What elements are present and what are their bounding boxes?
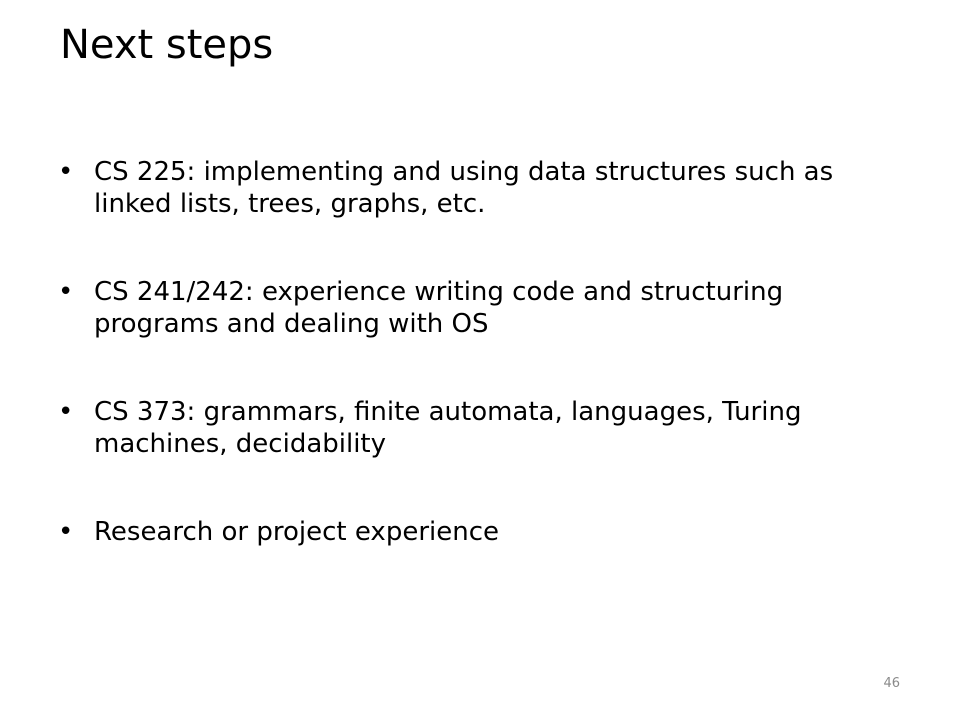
bullet-item [58, 516, 908, 548]
slide-number: 46 [883, 676, 900, 691]
bullet-item [58, 396, 908, 460]
bullet-text: Research or project experience [94, 517, 499, 547]
bullet-marker: • [58, 157, 74, 187]
bullet-text: CS 373: grammars, finite automata, languages, Turing machines, decidability [94, 397, 802, 459]
bullet-marker: • [58, 397, 74, 427]
bullet-item [58, 276, 908, 340]
bullet-text: CS 241/242: experience writing code and structuring programs and dealing with OS [94, 277, 784, 339]
slide-title: Next steps [60, 22, 274, 68]
bullet-text: CS 225: implementing and using data structures such as linked lists, trees, graphs, etc. [94, 157, 834, 219]
bullet-marker: • [58, 517, 74, 547]
bullet-marker: • [58, 277, 74, 307]
bullet-item [58, 156, 908, 220]
bullet-list [58, 156, 908, 548]
